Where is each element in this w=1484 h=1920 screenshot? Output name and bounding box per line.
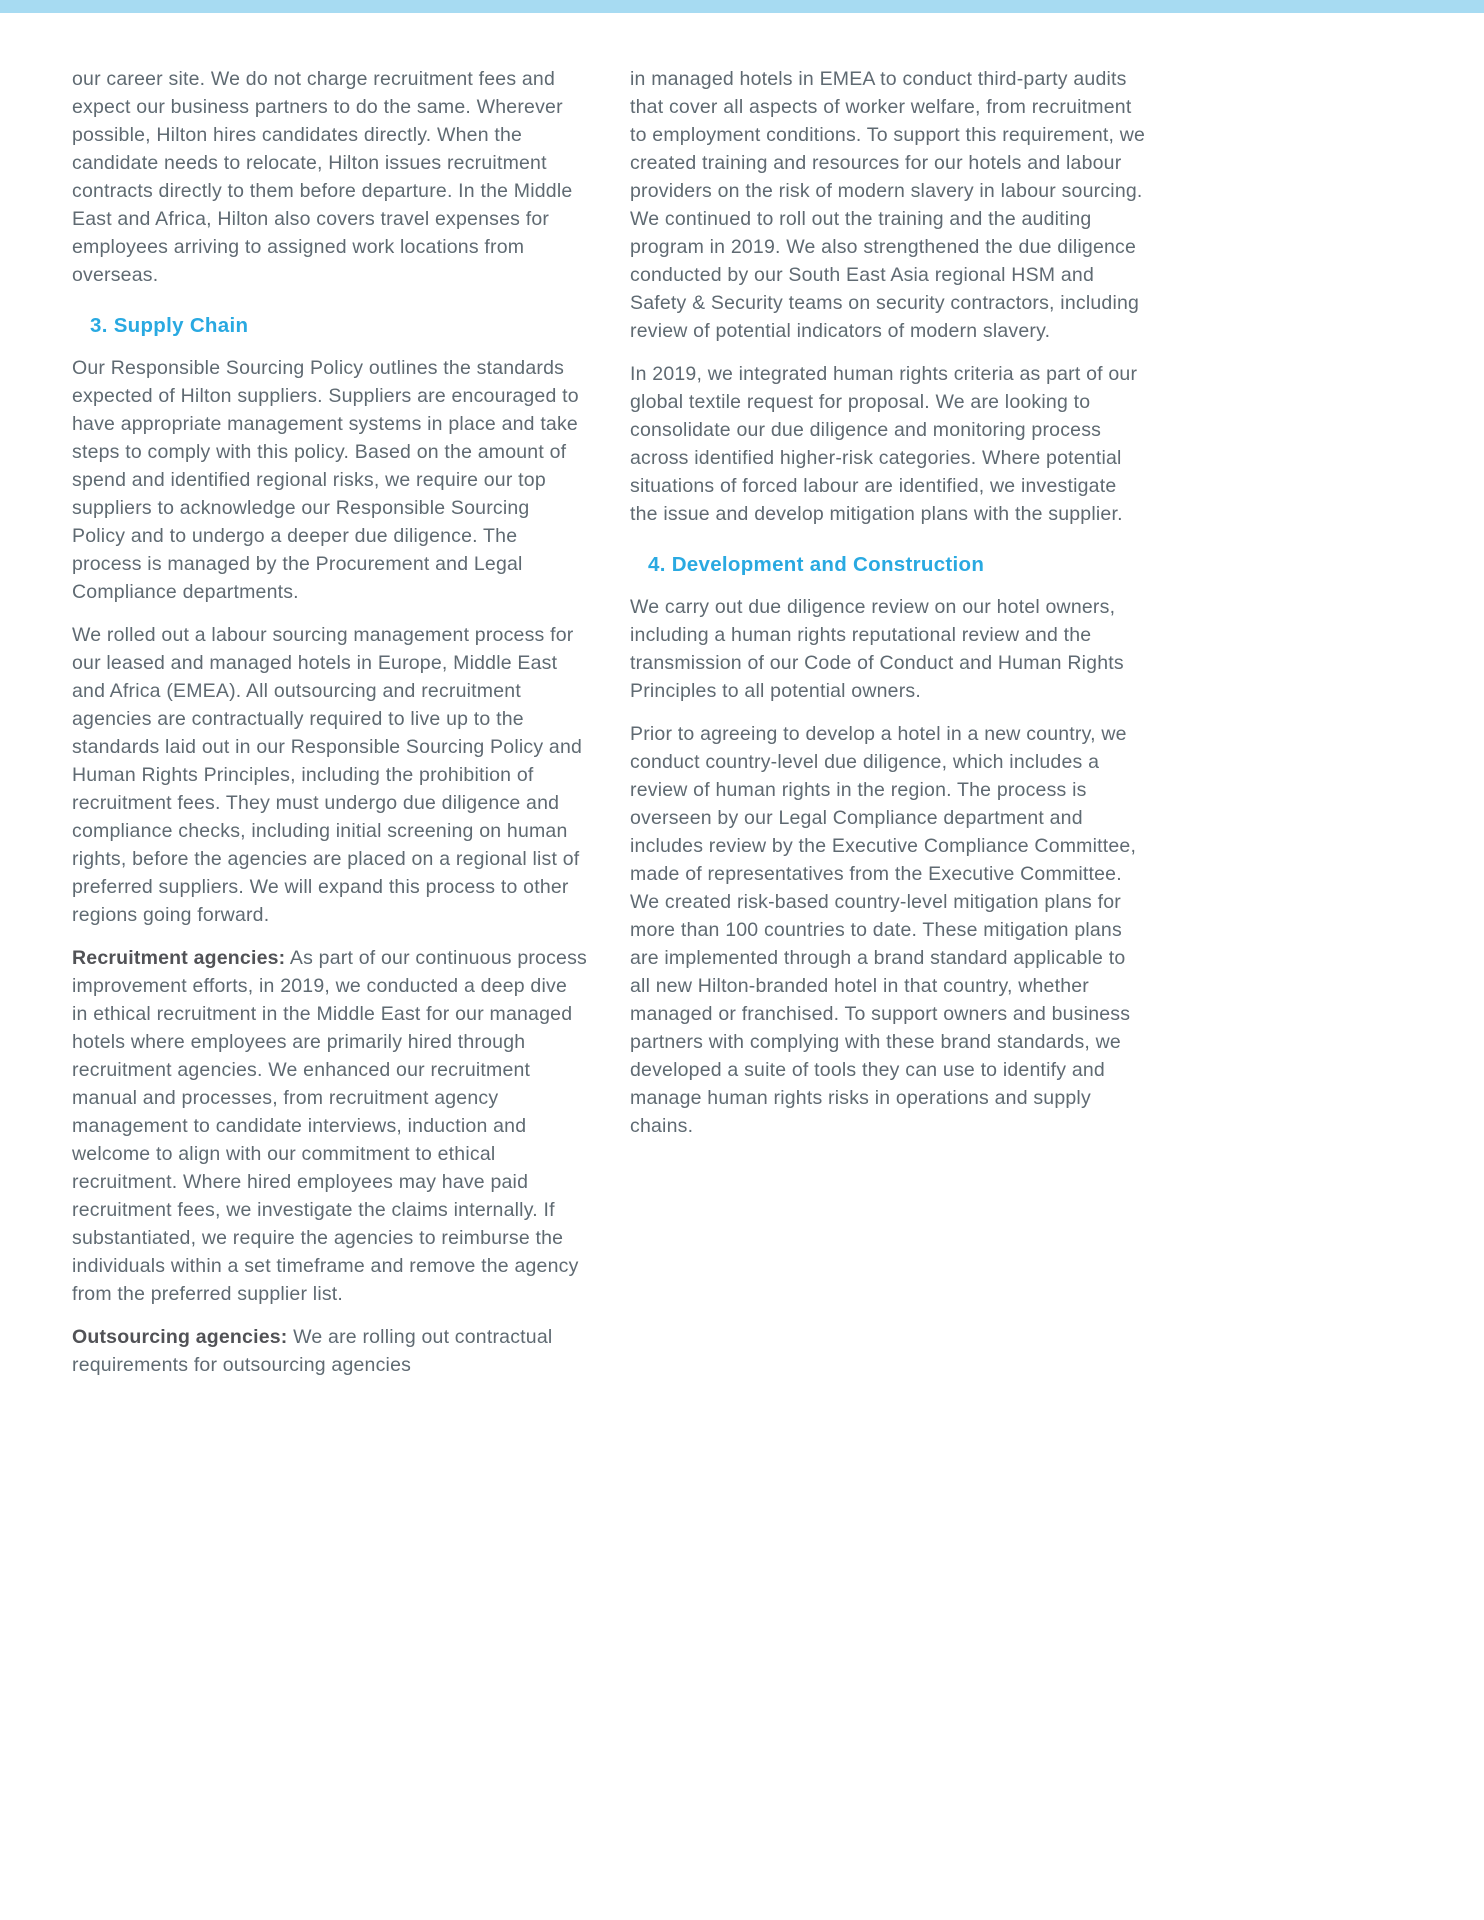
- section-heading-supply-chain: 3. Supply Chain: [90, 314, 249, 337]
- paragraph: In 2019, we integrated human rights criteria as part of our global textile request for proposal. We are looking to consolidate our due diligence and monitoring process across identified higher-risk categories. Where potential situations of forced labour are identified, we investigate the issue and develop mitigation plans with the supplier.: [630, 363, 1138, 525]
- paragraph-outsourcing-agencies: [72, 1323, 588, 1379]
- page-content: [0, 13, 1484, 1394]
- right-column: [630, 65, 1146, 1394]
- paragraph-text: We are rolling out contractual requirements for outsourcing agencies: [72, 1326, 553, 1376]
- paragraph: We carry out due diligence review on our hotel owners, including a human rights reputational review and the transmission of our Code of Conduct and Human Rights Principles to all potential owners.: [630, 596, 1124, 702]
- paragraph-recruitment-agencies: [72, 944, 588, 1308]
- paragraph: We rolled out a labour sourcing management process for our leased and managed hotels in Europe, Middle East and Africa (EMEA). All outsourcing and recruitment agencies are contractually required to live up to the standards laid out in our Responsible Sourcing Policy and Human Rights Principles, including the prohibition of recruitment fees. They must undergo due diligence and compliance checks, including initial screening on human rights, before the agencies are placed on a regional list of preferred suppliers. We will expand this process to other regions going forward.: [72, 624, 583, 926]
- paragraph: Prior to agreeing to develop a hotel in a new country, we conduct country-level due diligence, which includes a review of human rights in the region. The process is overseen by our Legal Compliance department and includes review by the Executive Compliance Committee, made of representatives from the Executive Committee. We created risk-based country-level mitigation plans for more than 100 countries to date. These mitigation plans are implemented through a brand standard applicable to all new Hilton-branded hotel in that country, whether managed or franchised. To support owners and business partners with complying with these brand standards, we developed a suite of tools they can use to identify and manage human rights risks in operations and supply chains.: [630, 723, 1137, 1137]
- paragraph-text: As part of our continuous process improvement efforts, in 2019, we conducted a deep dive in ethical recruitment in the Middle East for our managed hotels where employees are primarily hired through recruitment agencies. We enhanced our recruitment manual and processes, from recruitment agency management to candidate interviews, induction and welcome to align with our commitment to ethical recruitment. Where hired employees may have paid recruitment fees, we investigate the claims internally. If substantiated, we require the agencies to reimburse the individuals within a set timeframe and remove the agency from the preferred supplier list.: [72, 947, 587, 1305]
- paragraph: our career site. We do not charge recruitment fees and expect our business partners to do the same. Wherever possible, Hilton hires candidates directly. When the candidate needs to relocate, Hilton issues recruitment contracts directly to them before departure. In the Middle East and Africa, Hilton also covers travel expenses for employees arriving to assigned work locations from overseas.: [72, 68, 573, 286]
- section-heading-development-construction: 4. Development and Construction: [648, 553, 985, 576]
- paragraph: Our Responsible Sourcing Policy outlines the standards expected of Hilton suppliers. Suppliers are encouraged to have appropriate management systems in place and take steps to comply with this policy. Based on the amount of spend and identified regional risks, we require our top suppliers to acknowledge our Responsible Sourcing Policy and to undergo a deeper due diligence. The process is managed by the Procurement and Legal Compliance departments.: [72, 357, 579, 603]
- left-column: [72, 65, 588, 1394]
- paragraph-lead-label: Outsourcing agencies:: [72, 1326, 288, 1348]
- paragraph-lead-label: Recruitment agencies:: [72, 947, 286, 969]
- paragraph: in managed hotels in EMEA to conduct third-party audits that cover all aspects of worker welfare, from recruitment to employment conditions. To support this requirement, we created training and resources for our hotels and labour providers on the risk of modern slavery in labour sourcing. We continued to roll out the training and the auditing program in 2019. We also strengthened the due diligence conducted by our South East Asia regional HSM and Safety & Security teams on security contractors, including review of potential indicators of modern slavery.: [630, 68, 1146, 342]
- top-accent-bar: [0, 0, 1484, 13]
